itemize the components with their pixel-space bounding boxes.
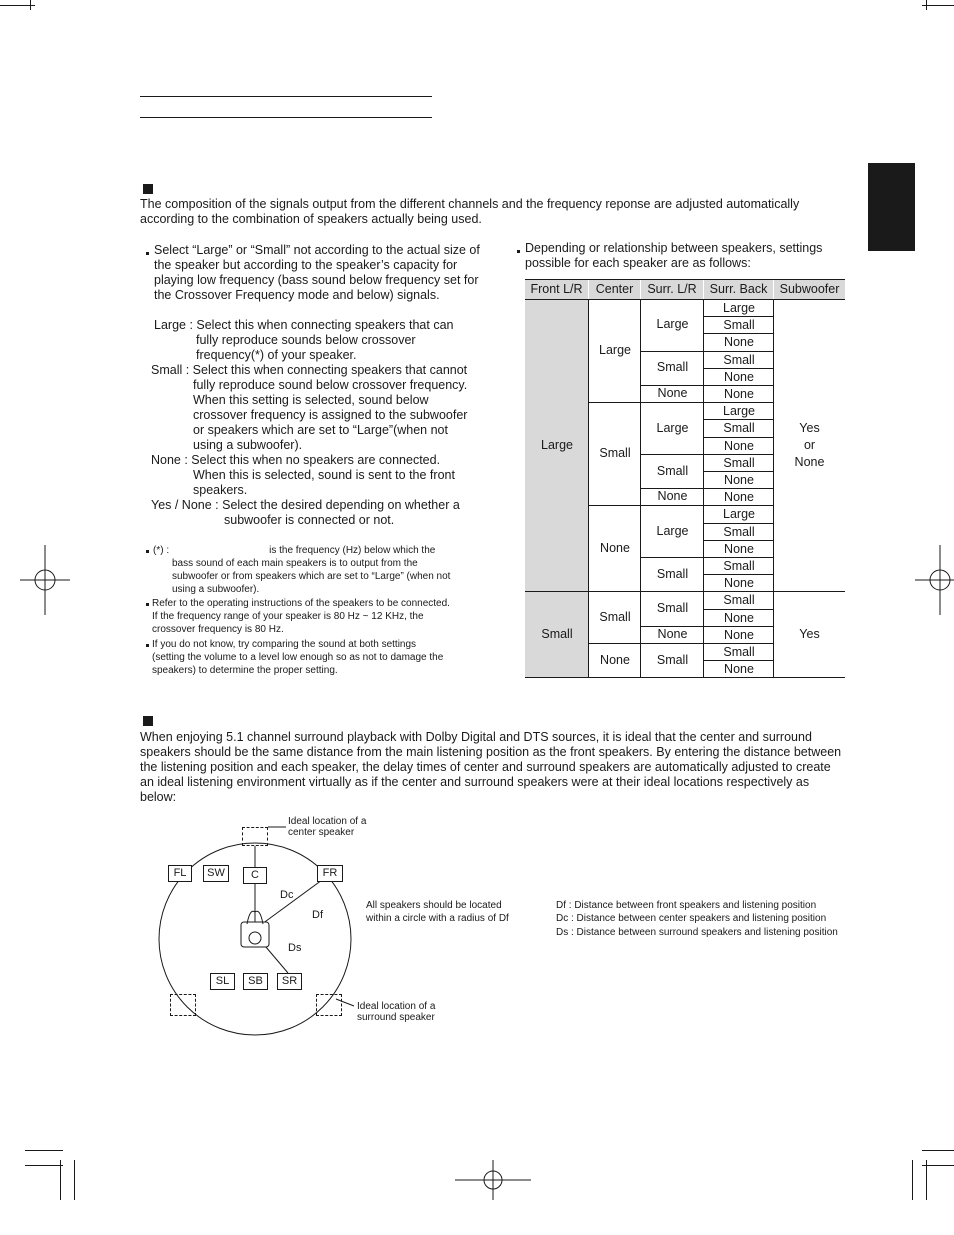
crop-mark — [25, 1165, 63, 1166]
header-rule — [140, 117, 432, 118]
def-none-line: When this is selected, sound is sent to the front — [193, 468, 455, 482]
table-cell-back: Small — [723, 421, 755, 436]
front-column-shade — [525, 299, 588, 677]
chapter-tab — [868, 163, 915, 251]
table-header-surr: Surr. L/R — [641, 279, 703, 299]
table-cell-center: Large — [599, 343, 631, 358]
table-cell-sub: Yes — [799, 626, 820, 641]
table-cell-back: Small — [723, 559, 755, 573]
table-rule — [525, 677, 845, 678]
crop-mark — [926, 0, 927, 10]
section-marker — [143, 184, 153, 194]
table-cell-sub: Yes or None — [794, 420, 825, 469]
def-large-line: Large : Select this when connecting speakers that can — [154, 318, 454, 332]
table-header-sub: Subwoofer — [774, 279, 845, 299]
table-row-rule — [641, 454, 704, 455]
table-cell-surr: Small — [656, 601, 689, 616]
df-label: Df — [312, 909, 323, 921]
table-cell-back: None — [724, 576, 754, 591]
bullet-mark — [146, 603, 149, 606]
speaker-sl: SL — [210, 973, 235, 990]
bullet-mark — [146, 550, 149, 553]
speaker-fl: FL — [168, 865, 192, 882]
note-refer-line: If the frequency range of your speaker is 80 Hz ~ 12 KHz, the — [152, 611, 424, 622]
bullet-mark — [146, 252, 149, 255]
table-header-back: Surr. Back — [704, 279, 773, 299]
note-crossover-line: bass sound of each main speakers is to output from the — [172, 558, 418, 569]
table-cell-back: None — [724, 473, 754, 487]
ideal-center-position — [242, 827, 268, 846]
table-row-rule — [589, 591, 641, 592]
ideal-surround-right-position — [316, 994, 342, 1016]
bullet-mark — [517, 250, 520, 253]
note-compare-line: If you do not know, try comparing the sound at both settings — [152, 639, 417, 650]
table-cell-center: None — [600, 652, 630, 667]
table-cell-back: Small — [723, 524, 755, 539]
crop-mark — [74, 1160, 75, 1200]
def-large-line: fully reproduce sounds below crossover — [196, 333, 416, 347]
note-refer-line: crossover frequency is 80 Hz. — [152, 624, 284, 635]
note-crossover-line: (*) : is the frequency (Hz) below which the — [153, 545, 436, 556]
table-row-rule — [641, 643, 704, 644]
def-small-line: Small : Select this when connecting speakers that cannot — [151, 363, 468, 377]
table-cell-surr: Small — [656, 652, 689, 667]
table-cell-back: Small — [723, 593, 755, 608]
dc-label: Dc — [280, 889, 294, 901]
table-cell-back: None — [724, 369, 754, 384]
legend-ds: Ds : Distance between surround speakers and listening position — [556, 927, 838, 938]
table-cell-surr: Large — [656, 523, 689, 538]
crop-mark — [60, 1160, 61, 1200]
note-crossover-line: using a subwoofer). — [172, 584, 260, 595]
crop-mark — [922, 1150, 954, 1151]
header-rule — [140, 96, 432, 97]
table-cell-back: Small — [723, 455, 755, 470]
legend-dc: Dc : Distance between center speakers and listening position — [556, 913, 827, 924]
table-cell-surr: None — [657, 386, 688, 401]
def-small-line: crossover frequency is assigned to the subwoofer — [193, 408, 468, 422]
table-header-front: Front L/R — [525, 279, 588, 299]
def-large-line: frequency(*) of your speaker. — [196, 348, 357, 362]
speaker-size-bullet: Select “Large” or “Small” not according to the actual size of the speaker but according to the speaker’s capacity for playing low frequency (bass sound below frequency set for the Crossover Frequency mode and below) signals. — [154, 243, 480, 302]
table-cell-back: Small — [723, 645, 755, 659]
crop-mark — [30, 0, 31, 10]
table-row-rule — [641, 505, 704, 506]
table-cell-back: None — [724, 438, 754, 453]
table-cell-back: None — [724, 662, 754, 677]
ideal-center-label: center speaker — [288, 827, 355, 838]
speaker-sb: SB — [243, 973, 268, 990]
note-compare-line: (setting the volume to a level low enough so as not to damage the — [152, 652, 444, 663]
table-row-rule — [641, 591, 704, 592]
def-small-line: or speakers which are set to “Large”(when not — [193, 423, 448, 437]
def-small-line: When this setting is selected, sound below — [193, 393, 429, 407]
table-cell-front: Large — [541, 437, 573, 452]
ideal-surround-left-position — [170, 994, 196, 1016]
speaker-settings-table — [525, 279, 845, 680]
table-cell-back: None — [724, 335, 754, 350]
table-row-rule — [641, 402, 704, 403]
crop-mark — [25, 1150, 63, 1151]
table-cell-back: None — [724, 490, 754, 505]
table-row-rule — [589, 505, 641, 506]
table-cell-back: None — [724, 610, 754, 625]
table-cell-surr: None — [657, 489, 688, 504]
table-header-center: Center — [589, 279, 640, 299]
note-compare-line: speakers) to determine the proper setting. — [152, 665, 338, 676]
table-rule — [525, 279, 845, 280]
table-rule — [525, 299, 845, 300]
table-cell-back: None — [724, 541, 754, 556]
def-none-line: None : Select this when no speakers are connected. — [151, 453, 441, 467]
table-row-rule — [641, 351, 704, 352]
ds-label: Ds — [288, 942, 302, 954]
def-small-line: using a subwoofer). — [193, 438, 303, 452]
table-cell-surr: None — [657, 626, 688, 641]
table-cell-back: Large — [723, 404, 755, 419]
speaker-fr: FR — [317, 865, 343, 882]
table-cell-surr: Large — [656, 317, 689, 332]
table-cell-surr: Small — [656, 566, 689, 581]
section2-intro: When enjoying 5.1 channel surround playback with Dolby Digital and DTS sources, it is ideal that the center and surround speakers should be the same distance from the main listening position as the front speakers. By entering the distance between the listening position and each speaker, the delay times of center and surround speakers are automatically adjusted to create an ideal listening environment virtually as if the center and surround speakers were at their ideal locations respectively as below: — [140, 730, 842, 804]
def-yesnone-line: subwoofer is connected or not. — [224, 513, 395, 527]
table-cell-center: None — [600, 540, 630, 555]
settings-bullet-line: Depending or relationship between speakers, settings — [525, 241, 823, 255]
table-cell-surr: Large — [656, 420, 689, 435]
speaker-sw: SW — [203, 865, 229, 882]
circle-note: within a circle with a radius of Df — [366, 913, 509, 924]
section1-intro: The composition of the signals output from the different channels and the frequency reponse are adjusted automatically according to the combination of speakers actually being used. — [140, 197, 800, 226]
settings-bullet-line: possible for each speaker are as follows: — [525, 256, 751, 270]
def-none-line: speakers. — [193, 483, 248, 497]
table-cell-surr: Small — [656, 463, 689, 478]
table-cell-center: Small — [599, 446, 631, 461]
ideal-center-label: Ideal location of a — [288, 816, 367, 827]
speaker-placement-diagram — [150, 812, 860, 1042]
table-row-rule — [525, 591, 589, 592]
speaker-sr: SR — [277, 973, 302, 990]
table-cell-back: Large — [723, 301, 755, 315]
ideal-surround-label: Ideal location of a — [357, 1001, 436, 1012]
table-row-rule — [641, 557, 704, 558]
crop-mark — [926, 1160, 927, 1200]
section-marker — [143, 716, 153, 726]
table-row-rule — [774, 591, 845, 592]
registration-mark-bottom — [455, 1160, 531, 1200]
table-cell-back: None — [724, 387, 754, 401]
registration-mark-left — [20, 545, 70, 615]
table-cell-back: None — [724, 627, 754, 642]
table-cell-center: Small — [599, 609, 631, 624]
table-cell-back: Large — [723, 507, 755, 522]
table-row-rule — [589, 402, 641, 403]
note-crossover-line: subwoofer or from speakers which are set to “Large” (when not — [172, 571, 451, 582]
circle-note: All speakers should be located — [366, 900, 502, 911]
note-refer-line: Refer to the operating instructions of the speakers to be connected. — [152, 598, 450, 609]
table-cell-back: Small — [723, 318, 755, 333]
ideal-surround-label: surround speaker — [357, 1012, 435, 1023]
table-cell-front: Small — [541, 626, 573, 641]
def-yesnone-line: Yes / None : Select the desired depending on whether a — [151, 498, 460, 512]
bullet-mark — [146, 644, 149, 647]
def-small-line: fully reproduce sound below crossover frequency. — [193, 378, 468, 392]
registration-mark-right — [915, 545, 954, 615]
table-cell-back: Small — [723, 352, 755, 367]
crop-mark — [912, 1160, 913, 1200]
table-row-rule — [589, 643, 641, 644]
speaker-c: C — [243, 867, 267, 884]
table-cell-surr: Small — [656, 360, 689, 375]
listener-head — [249, 932, 261, 944]
legend-df: Df : Distance between front speakers and listening position — [556, 900, 817, 911]
